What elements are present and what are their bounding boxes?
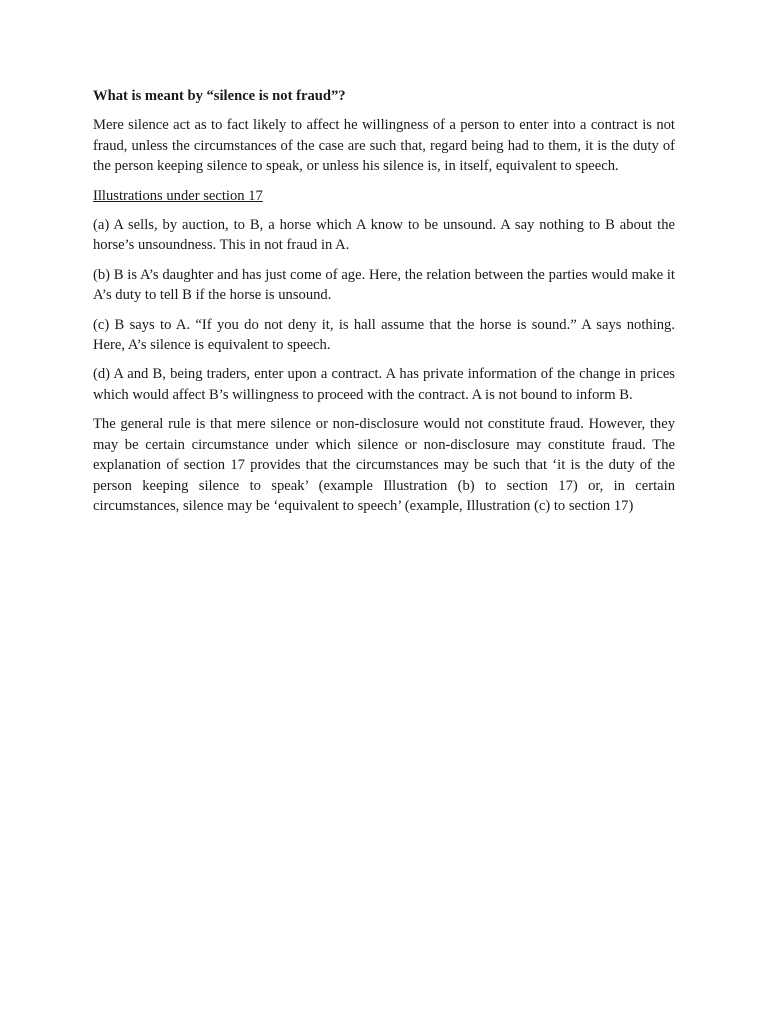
illustration-d: (d) A and B, being traders, enter upon a contract. A has private information of the change in prices which would affect B’s willingness to proceed with the contract. A is not bound to inform B. bbox=[93, 366, 675, 403]
illustration-a: (a) A sells, by auction, to B, a horse which A know to be unsound. A say nothing to B about the horse’s unsoundness. This in not fraud in A. bbox=[93, 217, 675, 254]
illustrations-heading: Illustrations under section 17 bbox=[93, 187, 263, 204]
illustration-c: (c) B says to A. “If you do not deny it, is hall assume that the horse is sound.” A says nothing. Here, A’s silence is equivalent to speech. bbox=[93, 316, 675, 354]
illustration-b: (b) B is A’s daughter and has just come of age. Here, the relation between the parties would make it A’s duty to tell B if the horse is unsound. bbox=[93, 266, 675, 304]
conclusion-paragraph: The general rule is that mere silence or non-disclosure would not constitute fraud. However, they may be certain circumstance under which silence or non-disclosure may constitute fraud. The explanation of section 17 provides that the circumstances may be such that ‘it is the duty of the person keeping silence to speak’ (example Illustration (b) to section 17) or, in certain circumstances, silence may be ‘equivalent to speech’ (example, Illustration (c) to section 17) bbox=[93, 416, 675, 514]
intro-paragraph: Mere silence act as to fact likely to affect he willingness of a person to enter into a contract is not fraud, unless the circumstances of the case are such that, regard being had to them, it is the duty of the person keeping silence to speak, or unless his silence is, in itself, equivalent to speech. bbox=[93, 117, 675, 175]
document-page bbox=[93, 86, 675, 525]
document-heading: What is meant by “silence is not fraud”? bbox=[93, 88, 346, 104]
